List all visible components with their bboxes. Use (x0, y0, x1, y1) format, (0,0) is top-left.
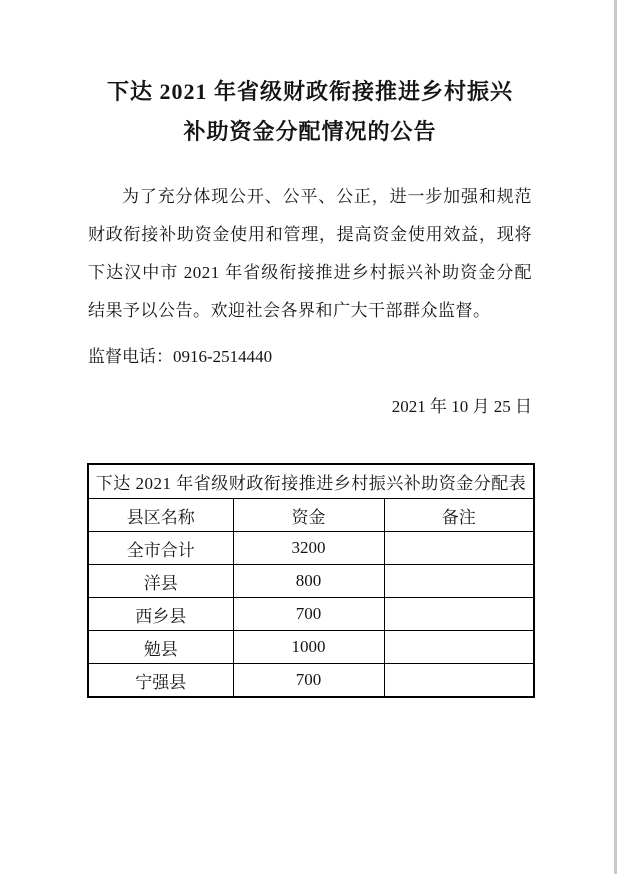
amount-cell: 3200 (233, 532, 384, 565)
table-row (88, 598, 534, 631)
table-row (88, 631, 534, 664)
document-date: 2021 年 10 月 25 日 (391, 397, 532, 416)
document-content (88, 0, 532, 698)
document-title (88, 72, 532, 152)
table-header-row (88, 499, 534, 532)
column-header-note: 备注 (384, 499, 534, 532)
table-title-row (88, 464, 534, 499)
table-row (88, 565, 534, 598)
county-name-cell: 洋县 (88, 565, 233, 598)
column-header-amount: 资金 (233, 499, 384, 532)
note-cell (384, 598, 534, 631)
county-name-cell: 宁强县 (88, 664, 233, 698)
county-name-cell: 全市合计 (88, 532, 233, 565)
supervision-phone: 监督电话：0916-2514440 (88, 347, 273, 366)
document-title-line2: 补助资金分配情况的公告 (183, 119, 437, 144)
table-title: 下达 2021 年省级财政衔接推进乡村振兴补助资金分配表 (88, 464, 534, 499)
amount-cell: 1000 (233, 631, 384, 664)
allocation-table (87, 463, 535, 698)
page-edge-shadow (614, 0, 617, 874)
amount-cell: 700 (233, 664, 384, 698)
document-title-line1: 下达 2021 年省级财政衔接推进乡村振兴 (106, 79, 513, 104)
note-cell (384, 532, 534, 565)
county-name-cell: 西乡县 (88, 598, 233, 631)
table-row (88, 532, 534, 565)
column-header-county: 县区名称 (88, 499, 233, 532)
body-paragraph: 为了充分体现公开、公平、公正，进一步加强和规范财政衔接补助资金使用和管理，提高资金使用效益，现将下达汉中市 2021 年省级衔接推进乡村振兴补助资金分配结果予以公告。欢迎社会各界和广大干部群众监督。 (88, 187, 532, 320)
amount-cell: 700 (233, 598, 384, 631)
note-cell (384, 631, 534, 664)
note-cell (384, 565, 534, 598)
county-name-cell: 勉县 (88, 631, 233, 664)
note-cell (384, 664, 534, 698)
table-row (88, 664, 534, 698)
amount-cell: 800 (233, 565, 384, 598)
